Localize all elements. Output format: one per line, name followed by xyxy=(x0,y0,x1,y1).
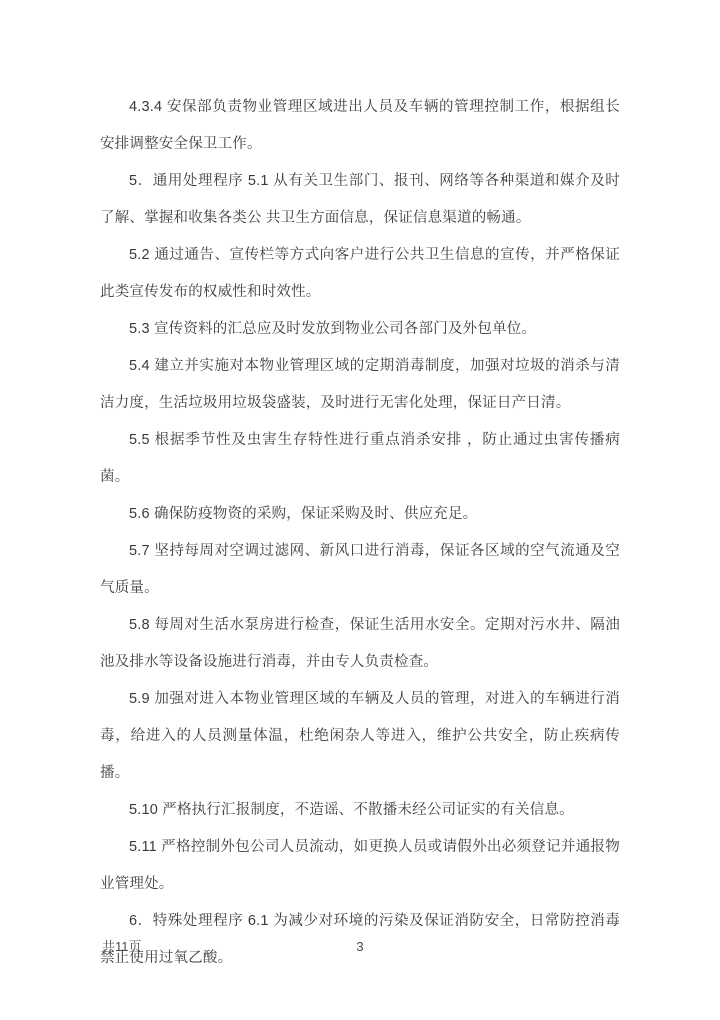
total-pages-label: 共11页 xyxy=(102,939,142,954)
paragraph: 5．通用处理程序 5.1 从有关卫生部门、报刊、网络等各种渠道和媒介及时了解、掌握和收集各类公 共卫生方面信息，保证信息渠道的畅通。 xyxy=(100,173,620,226)
paragraph: 5.2 通过通告、宣传栏等方式向客户进行公共卫生信息的宣传，并严格保证此类宣传发布的权威性和时效性。 xyxy=(100,247,620,300)
document-body xyxy=(100,89,620,977)
paragraph: 6．特殊处理程序 6.1 为减少对环境的污染及保证消防安全，日常防控消毒禁止使用过氧乙酸。 xyxy=(100,913,620,966)
paragraph: 5.11 严格控制外包公司人员流动，如更换人员或请假外出必须登记并通报物业管理处。 xyxy=(100,839,620,892)
page-footer xyxy=(100,937,620,957)
paragraph: 5.3 宣传资料的汇总应及时发放到物业公司各部门及外包单位。 xyxy=(129,321,537,337)
paragraph: 5.9 加强对进入本物业管理区域的车辆及人员的管理，对进入的车辆进行消毒，给进入的人员测量体温，杜绝闲杂人等进入，维护公共安全，防止疾病传播。 xyxy=(100,691,620,781)
paragraph: 5.6 确保防疫物资的采购，保证采购及时、供应充足。 xyxy=(129,506,478,522)
paragraph: 5.5 根据季节性及虫害生存特性进行重点消杀安排 ，防止通过虫害传播病菌。 xyxy=(100,432,620,485)
page-number: 3 xyxy=(356,939,364,954)
paragraph: 4.3.4 安保部负责物业管理区域进出人员及车辆的管理控制工作，根据组长安排调整安全保卫工作。 xyxy=(100,99,620,152)
paragraph: 5.10 严格执行汇报制度，不造谣、不散播未经公司证实的有关信息。 xyxy=(129,802,574,818)
paragraph: 5.7 坚持每周对空调过滤网、新风口进行消毒，保证各区域的空气流通及空气质量。 xyxy=(100,543,620,596)
paragraph: 5.8 每周对生活水泵房进行检查，保证生活用水安全。定期对污水井、隔油池及排水等设备设施进行消毒，并由专人负责检查。 xyxy=(100,617,620,670)
paragraph: 5.4 建立并实施对本物业管理区域的定期消毒制度，加强对垃圾的消杀与清洁力度，生活垃圾用垃圾袋盛装，及时进行无害化处理，保证日产日清。 xyxy=(100,358,620,411)
